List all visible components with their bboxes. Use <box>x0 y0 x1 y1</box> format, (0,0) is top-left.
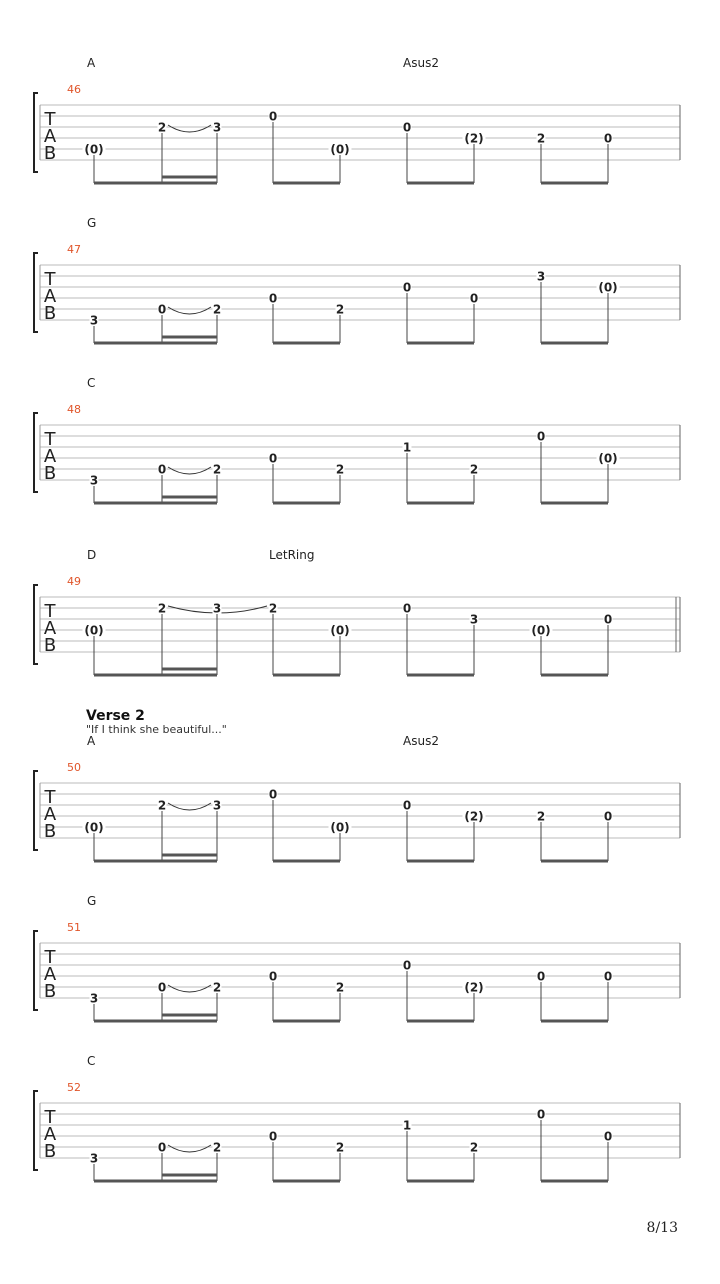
tab-clef-letter: B <box>43 821 57 842</box>
fret-number: 0 <box>536 429 546 444</box>
fret-number: 2 <box>212 980 222 995</box>
fret-number: 0 <box>603 1129 613 1144</box>
fret-number: 0 <box>157 302 167 317</box>
fret-number: 0 <box>157 980 167 995</box>
slur <box>168 467 211 474</box>
slur <box>168 1145 211 1152</box>
fret-number: (0) <box>598 451 618 466</box>
fret-number: 0 <box>402 798 412 813</box>
tab-clef-letter: T <box>44 429 56 450</box>
fret-number: 0 <box>268 969 278 984</box>
tab-clef-letter: T <box>44 947 56 968</box>
tab-clef-letter: A <box>43 618 57 639</box>
fret-number: 0 <box>402 120 412 135</box>
fret-number: 0 <box>469 291 479 306</box>
tab-system <box>34 216 680 343</box>
tab-clef-letter: B <box>43 981 57 1002</box>
measure-number: 47 <box>67 243 81 256</box>
fret-number: 0 <box>603 131 613 146</box>
fret-number: 0 <box>268 291 278 306</box>
fret-number: 3 <box>469 612 479 627</box>
chord-name: Asus2 <box>403 734 439 748</box>
chord-name: C <box>87 1054 96 1068</box>
fret-number: 3 <box>536 269 546 284</box>
tab-system <box>34 376 680 503</box>
fret-number: 2 <box>212 302 222 317</box>
chord-name: A <box>87 56 96 70</box>
page-number: 8/13 <box>646 1220 678 1236</box>
slur <box>168 307 211 314</box>
chord-name: C <box>87 376 96 390</box>
fret-number: (0) <box>598 280 618 295</box>
tab-clef-letter: A <box>43 126 57 147</box>
tab-clef-letter: A <box>43 1124 57 1145</box>
fret-number: 3 <box>89 1151 99 1166</box>
fret-number: 2 <box>212 1140 222 1155</box>
tab-clef-letter: T <box>44 269 56 290</box>
chord-name: Asus2 <box>403 56 439 70</box>
fret-number: 0 <box>536 969 546 984</box>
tab-clef-letter: A <box>43 964 57 985</box>
fret-number: (0) <box>330 142 350 157</box>
fret-number: 2 <box>469 462 479 477</box>
fret-number: (2) <box>464 980 484 995</box>
fret-number: 2 <box>536 809 546 824</box>
system-bracket <box>34 93 38 172</box>
fret-number: 0 <box>603 969 613 984</box>
section-title: Verse 2 <box>86 708 145 724</box>
fret-number: 3 <box>212 120 222 135</box>
fret-number: 2 <box>469 1140 479 1155</box>
measure-number: 46 <box>67 83 81 96</box>
fret-number: 3 <box>212 601 222 616</box>
fret-number: 0 <box>402 280 412 295</box>
tab-clef-letter: A <box>43 446 57 467</box>
fret-number: 2 <box>536 131 546 146</box>
fret-number: 1 <box>402 1118 412 1133</box>
fret-number: 3 <box>89 313 99 328</box>
fret-number: (0) <box>84 623 104 638</box>
fret-number: (0) <box>84 142 104 157</box>
measure-number: 52 <box>67 1081 81 1094</box>
tab-clef-letter: B <box>43 303 57 324</box>
slur <box>168 985 211 992</box>
system-bracket <box>34 931 38 1010</box>
fret-number: 2 <box>335 302 345 317</box>
fret-number: 2 <box>268 601 278 616</box>
fret-number: 0 <box>268 787 278 802</box>
system-bracket <box>34 1091 38 1170</box>
tab-clef-letter: T <box>44 109 56 130</box>
fret-number: 3 <box>89 991 99 1006</box>
tab-clef-letter: B <box>43 143 57 164</box>
section-subtitle: "If I think she beautiful..." <box>86 723 227 736</box>
fret-number: (0) <box>84 820 104 835</box>
chord-name: G <box>87 216 97 230</box>
fret-number: 0 <box>268 451 278 466</box>
system-bracket <box>34 585 38 664</box>
measure-number: 48 <box>67 403 81 416</box>
tab-clef-letter: T <box>44 1107 56 1128</box>
slur <box>168 125 211 132</box>
fret-number: (0) <box>531 623 551 638</box>
measure-number: 50 <box>67 761 81 774</box>
fret-number: (0) <box>330 820 350 835</box>
fret-number: 0 <box>268 1129 278 1144</box>
fret-number: 2 <box>212 462 222 477</box>
fret-number: (0) <box>330 623 350 638</box>
fret-number: 0 <box>603 809 613 824</box>
fret-number: 0 <box>402 601 412 616</box>
system-bracket <box>34 771 38 850</box>
chord-name: D <box>87 548 97 562</box>
slur <box>168 803 211 810</box>
tab-system <box>34 56 680 183</box>
fret-number: 0 <box>157 462 167 477</box>
tab-system <box>34 1054 680 1181</box>
fret-number: 2 <box>157 601 167 616</box>
tab-system <box>34 894 680 1021</box>
fret-number: 0 <box>268 109 278 124</box>
fret-number: 2 <box>157 120 167 135</box>
fret-number: 2 <box>157 798 167 813</box>
fret-number: 2 <box>335 1140 345 1155</box>
tab-system <box>34 708 680 861</box>
tab-clef-letter: A <box>43 286 57 307</box>
tab-clef-letter: T <box>44 787 56 808</box>
system-bracket <box>34 413 38 492</box>
fret-number: 2 <box>335 980 345 995</box>
system-bracket <box>34 253 38 332</box>
fret-number: 3 <box>89 473 99 488</box>
fret-number: 0 <box>402 958 412 973</box>
fret-number: 0 <box>157 1140 167 1155</box>
fret-number: 0 <box>536 1107 546 1122</box>
fret-number: 3 <box>212 798 222 813</box>
tab-clef-letter: A <box>43 804 57 825</box>
tab-clef-letter: T <box>44 601 56 622</box>
letring-label: LetRing <box>269 548 315 562</box>
fret-number: 1 <box>402 440 412 455</box>
fret-number: (2) <box>464 809 484 824</box>
tab-clef-letter: B <box>43 463 57 484</box>
fret-number: 2 <box>335 462 345 477</box>
tab-system <box>34 548 680 675</box>
tab-clef-letter: B <box>43 635 57 656</box>
fret-number: 0 <box>603 612 613 627</box>
fret-number: (2) <box>464 131 484 146</box>
measure-number: 51 <box>67 921 81 934</box>
measure-number: 49 <box>67 575 81 588</box>
tab-clef-letter: B <box>43 1141 57 1162</box>
chord-name: G <box>87 894 97 908</box>
chord-name: A <box>87 734 96 748</box>
